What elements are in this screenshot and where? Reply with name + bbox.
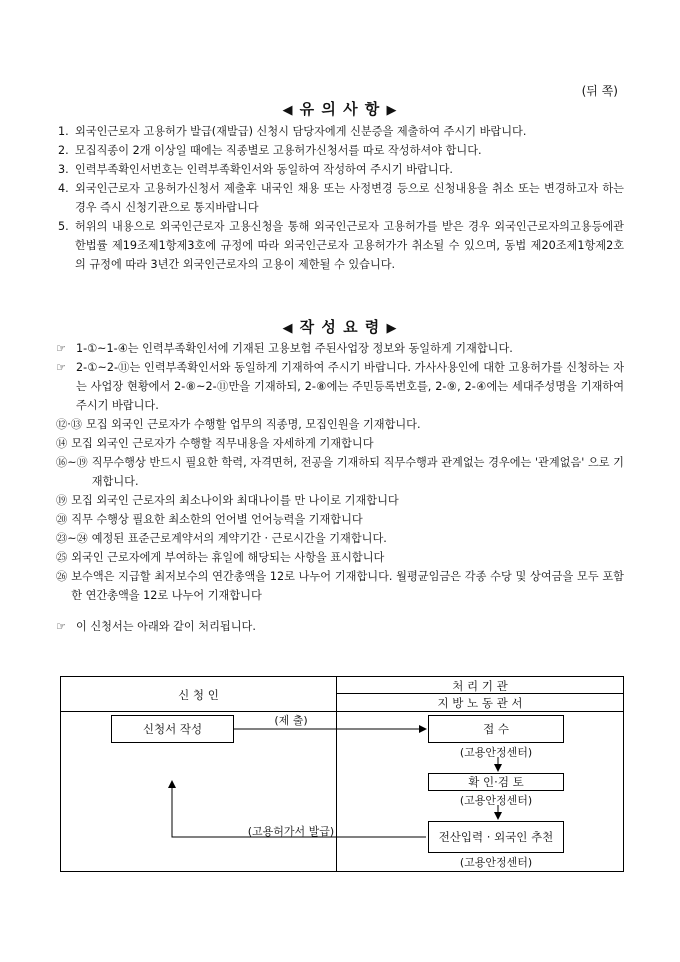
- pointing-hand-icon: ☞: [56, 342, 67, 355]
- guide-item: ⑳ 직무 수행상 필요한 최소한의 언어별 언어능력을 기재합니다: [56, 513, 363, 526]
- agency-sub-header: 지 방 노 동 관 서: [437, 696, 523, 710]
- notes-list: [58, 122, 624, 274]
- note-item: 4. 외국인근로자 고용허가신청서 제출후 내국인 채용 또는 사정변경 등으로 신청내용을 취소 또는 변경하고자 하는 경우 즉시 신청기관으로 통지바랍니다: [58, 182, 624, 214]
- guide-item: ⑲ 모집 외국인 근로자의 최소나이와 최대나이를 만 나이로 기재합니다: [56, 494, 399, 507]
- guide-item: ⑫·⑬ 모집 외국인 근로자가 수행할 업무의 직종명, 모집인원을 기재합니다.: [56, 418, 421, 431]
- process-diagram: [60, 676, 624, 872]
- guide-list: [56, 339, 624, 636]
- confirm-box: 확 인·검 토: [428, 773, 564, 791]
- note-item: 5. 허위의 내용으로 외국인근로자 고용신청을 통해 외국인근로자 고용허가를 받은 경우 외국인근로자의고용등에관한법률 제19조제1항제3호에 규정에 따라 외국인근로자 고용허가가 취소될 수 있으며, 동법 제20조제1항제2호의 규정에 따라 3년간 외국인근로자의 고용이 제한될 수 있습니다.: [58, 220, 624, 271]
- agency-header: 처 리 기 관: [452, 679, 508, 693]
- note-item: 3. 인력부족확인서번호는 인력부족확인서와 동일하여 작성하여 주시기 바랍니다.: [58, 163, 453, 176]
- note-item: 1. 외국인근로자 고용허가 발급(재발급) 신청시 담당자에게 신분증을 제출하여 주시기 바랍니다.: [58, 125, 527, 138]
- submit-label: (제 출): [274, 714, 308, 727]
- notes-title: 유 의 사 항: [299, 100, 381, 118]
- center-label: (고용안정센터): [459, 746, 533, 759]
- left-triangle-icon: ◀: [282, 103, 294, 118]
- guide-item: ㉓~㉔ 예정된 표준근로계약서의 계약기간 · 근로시간을 기재합니다.: [56, 532, 387, 545]
- apply-box: 신청서 작성: [111, 715, 234, 743]
- guide-title: 작 성 요 령: [299, 318, 381, 336]
- guide-item: ㉕ 외국인 근로자에게 부여하는 휴일에 해당되는 사항을 표시합니다: [56, 551, 385, 564]
- issue-label: (고용허가서 발급): [247, 825, 335, 838]
- guide-item: ⑯~⑲ 직무수행상 반드시 필요한 학력, 자격면허, 전공을 기재하되 직무수행과 관계없는 경우에는 '관계없음' 으로 기재합니다.: [56, 456, 624, 488]
- input-recommend-box: 전산입력 · 외국인 추천: [428, 821, 564, 853]
- center-label: (고용안정센터): [459, 794, 533, 807]
- center-label: (고용안정센터): [459, 856, 533, 869]
- pointing-hand-icon: ☞: [56, 361, 67, 374]
- applicant-header: 신 청 인: [178, 688, 219, 702]
- receive-box: 접 수: [428, 715, 564, 743]
- guide-item: ㉖ 보수액은 지급할 최저보수의 연간총액을 12로 나누어 기재합니다. 월평균임금은 각종 수당 및 상여금을 모두 포함한 연간총액을 12로 나누어 기재합니다: [56, 570, 624, 602]
- guide-item: ☞ 2-①~2-⑪는 인력부족확인서와 동일하게 기재하여 주시기 바랍니다. 가사사용인에 대한 고용허가를 신청하는 자는 사업장 현황에서 2-⑧~2-⑪만을 기재하되, 2-⑧에는 주민등록번호를, 2-⑨, 2-④에는 세대주성명을 기재하여 주시기 바랍니다.: [56, 358, 624, 415]
- pointing-hand-icon: ☞: [56, 620, 67, 633]
- page-label: (뒤 쪽): [581, 84, 618, 98]
- right-triangle-icon: ▶: [386, 103, 398, 118]
- note-item: 2. 모집직종이 2개 이상일 때에는 직종별로 고용허가신청서를 따로 작성하셔야 합니다.: [58, 144, 482, 157]
- notes-section-title: [0, 98, 680, 119]
- guide-item: ⑭ 모집 외국인 근로자가 수행할 직무내용을 자세하게 기재합니다: [56, 437, 374, 450]
- process-note: ☞ 이 신청서는 아래와 같이 처리됩니다.: [56, 617, 624, 636]
- left-triangle-icon: ◀: [282, 321, 294, 336]
- right-triangle-icon: ▶: [386, 321, 398, 336]
- guide-item: ☞ 1-①~1-④는 인력부족확인서에 기재된 고용보험 주된사업장 정보와 동일하게 기재합니다.: [56, 339, 624, 358]
- guide-section-title: [0, 316, 680, 337]
